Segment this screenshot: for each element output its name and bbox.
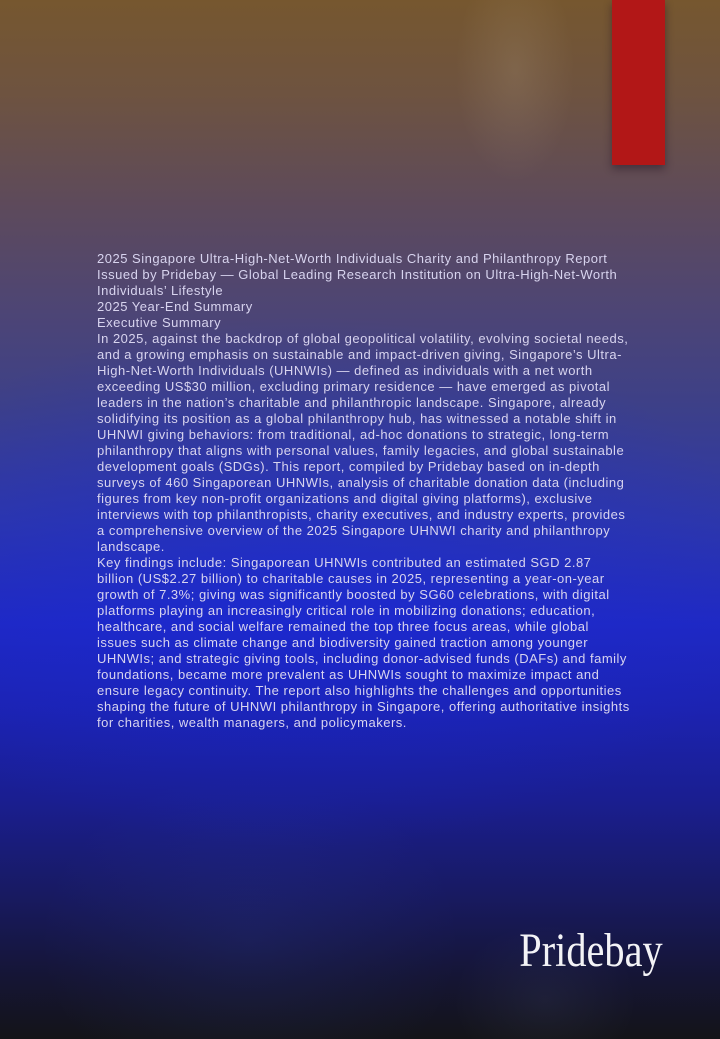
issuer-line: Issued by Pridebay — Global Leading Research Institution on Ultra-High-Net-Worth Individuals’ Lifestyle bbox=[97, 267, 618, 298]
report-title: 2025 Singapore Ultra-High-Net-Worth Individuals Charity and Philanthropy Report bbox=[97, 251, 608, 266]
executive-summary-label: Executive Summary bbox=[97, 315, 222, 330]
accent-bar bbox=[612, 0, 665, 165]
year-end-summary-label: 2025 Year-End Summary bbox=[97, 299, 253, 314]
pridebay-logo: Pridebay bbox=[519, 924, 663, 977]
key-findings-paragraph: Key findings include: Singaporean UHNWIs contributed an estimated SGD 2.87 billion (US$2.27 billion) to charitable causes in 2025, representing a year-on-year growth of 7.3%; giving was significantly boosted by SG60 celebrations, with digital platforms playing an increasingly critical role in mobilizing donations; education, healthcare, and social welfare remained the top three focus areas, while global issues such as climate change and biodiversity gained traction among younger UHNWIs; and strategic giving tools, including donor-advised funds (DAFs) and family foundations, became more prevalent as UHNWIs sought to maximize impact and ensure legacy continuity. The report also highlights the challenges and opportunities shaping the future of UHNWI philanthropy in Singapore, offering authoritative insights for charities, wealth managers, and policymakers. bbox=[97, 555, 630, 730]
report-body bbox=[97, 251, 630, 731]
executive-summary-paragraph: In 2025, against the backdrop of global geopolitical volatility, evolving societal needs, and a growing emphasis on sustainable and impact-driven giving, Singapore’s Ultra-High-Net-Worth Individuals (UHNWIs) — defined as individuals with a net worth exceeding US$30 million, excluding primary residence — have emerged as pivotal leaders in the nation’s charitable and philanthropic landscape. Singapore, already solidifying its position as a global philanthropy hub, has witnessed a notable shift in UHNWI giving behaviors: from traditional, ad-hoc donations to strategic, long-term philanthropy that aligns with personal values, family legacies, and global sustainable development goals (SDGs). This report, compiled by Pridebay based on in-depth surveys of 460 Singaporean UHNWIs, analysis of charitable donation data (including figures from key non-profit organizations and digital giving platforms), exclusive interviews with top philanthropists, charity executives, and industry experts, provides a comprehensive overview of the 2025 Singapore UHNWI charity and philanthropy landscape. bbox=[97, 331, 629, 554]
